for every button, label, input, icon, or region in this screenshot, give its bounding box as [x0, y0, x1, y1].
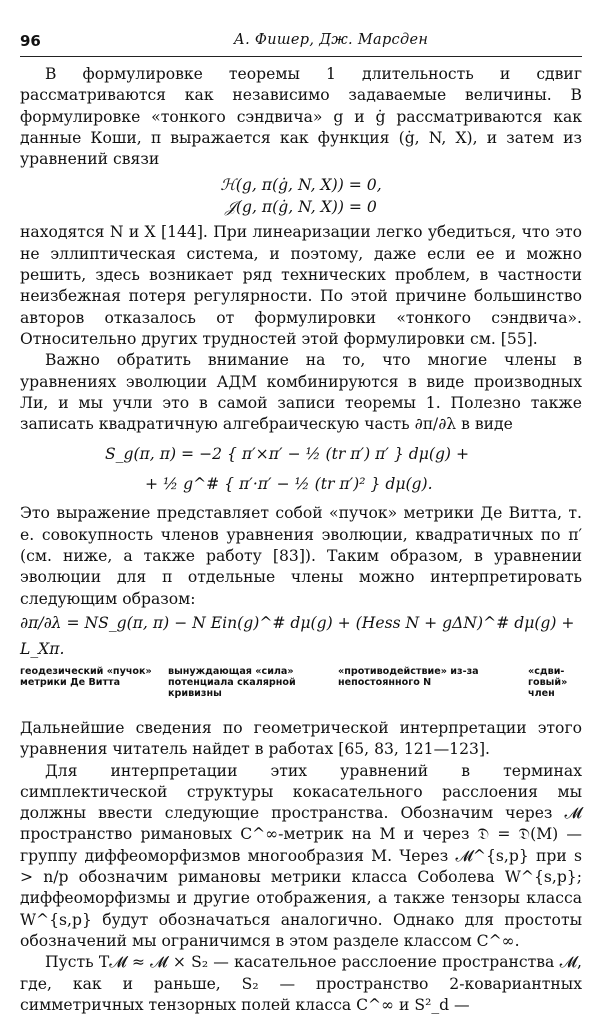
paragraph-tangent-bundle: Пусть T𝓜 ≈ 𝓜 × S₂ — касательное расслоение пространства 𝓜, где, как и раньше, S₂ — пространство 2-ковариантных симметричных тензорных полей класса C^∞ и S²_d — [20, 953, 582, 1014]
sg-equation [20, 439, 582, 499]
paragraph-linearization: находятся N и X [144]. При линеаризации легко убедиться, что это не эллиптическая система, и поэтому, даже если ее и можно решить, здесь возникает ряд технических проблем, в частности неизбежная потеря регулярности. По этой причине большинство авторов отказалось от формулировки «тонкого сэндвича». Относительно других трудностей этой формулировки см. [55]. [20, 223, 582, 348]
term-label-shift: «сдви- говый» член [528, 665, 568, 699]
page-number: 96 [20, 32, 41, 50]
paragraph-further-references: Дальнейшие сведения по геометрической интерпретации этого уравнения читатель найдет в работах [65, 83, 121—123]. [20, 718, 582, 759]
paragraph-symplectic-structure: Для интерпретации этих уравнений в терминах симплектической структуры кокасательного расслоения мы должны ввести следующие пространства. Обозначим через 𝓜 пространство римановых C^∞-метрик на M и через 𝔇 = 𝔇(M) — группу диффеоморфизмов многообразия M. Через 𝓜^{s,p} при s > n/p обозначим римановы метрики класса Соболева W^{s,p}; диффеоморфизмы и другие отображения, а также тензоры класса W^{s,p} будут обозначаться аналогично. Однако для простоты обозначений мы ограничимся в этом разделе классом C^∞. [20, 761, 582, 950]
term-label-geodesic-spray: геодезический «пучок» метрики Де Витта [20, 665, 152, 688]
page-body [20, 64, 582, 1016]
term-label-forcing: вынуждающая «сила» потенциала скалярной кривизны [168, 665, 296, 699]
term-labels [20, 666, 582, 714]
paragraph-thin-sandwich: В формулировке теоремы 1 длительность и сдвиг рассматриваются как независимо задаваемые величины. В формулировке «тонкого сэндвича» g и ġ рассматриваются как данные Коши, π выражается как функция (ġ, N, X), и затем из уравнений связи [20, 65, 582, 169]
momentum-constraint-equation: 𝒥(g, π(ġ, N, X)) = 0 [225, 198, 377, 217]
evolution-equation: ∂π/∂λ = NS_g(π, π) − N Ein(g)^# dμ(g) + (Hess N + gΔN)^# dμ(g) + L_Xπ. [20, 613, 575, 658]
hamiltonian-constraint-equation: ℋ(g, π(ġ, N, X)) = 0, [220, 176, 382, 195]
paragraph-dewitt-spray: Это выражение представляет собой «пучок» метрики Де Витта, т. е. совокупность членов уравнения эволюции, квадратичных по π′ (см. ниже, а также работу [83]). Таким образом, в уравнении эволюции для π отдельные члены можно интерпретировать следующим образом: [20, 504, 582, 608]
paragraph-lie-derivatives: Важно обратить внимание на то, что многие члены в уравнениях эволюции АДМ комбинируются в виде производных Ли, и мы учли это в самой записи теоремы 1. Полезно также записать квадратичную алгебраическую часть ∂π/∂λ в виде [20, 351, 582, 434]
running-title: А. Фишер, Дж. Марсден [233, 32, 429, 48]
constraint-equations [20, 174, 582, 218]
running-header [20, 30, 582, 57]
sg-equation-line-2: + ½ g^# { π′·π′ − ½ (tr π′)² } dμ(g). [145, 475, 433, 494]
term-label-counteraction: «противодействие» из-за непостоянного N [338, 665, 479, 688]
sg-equation-line-1: S_g(π, π) = −2 { π′×π′ − ½ (tr π′) π′ } dμ(g) + [105, 445, 470, 464]
